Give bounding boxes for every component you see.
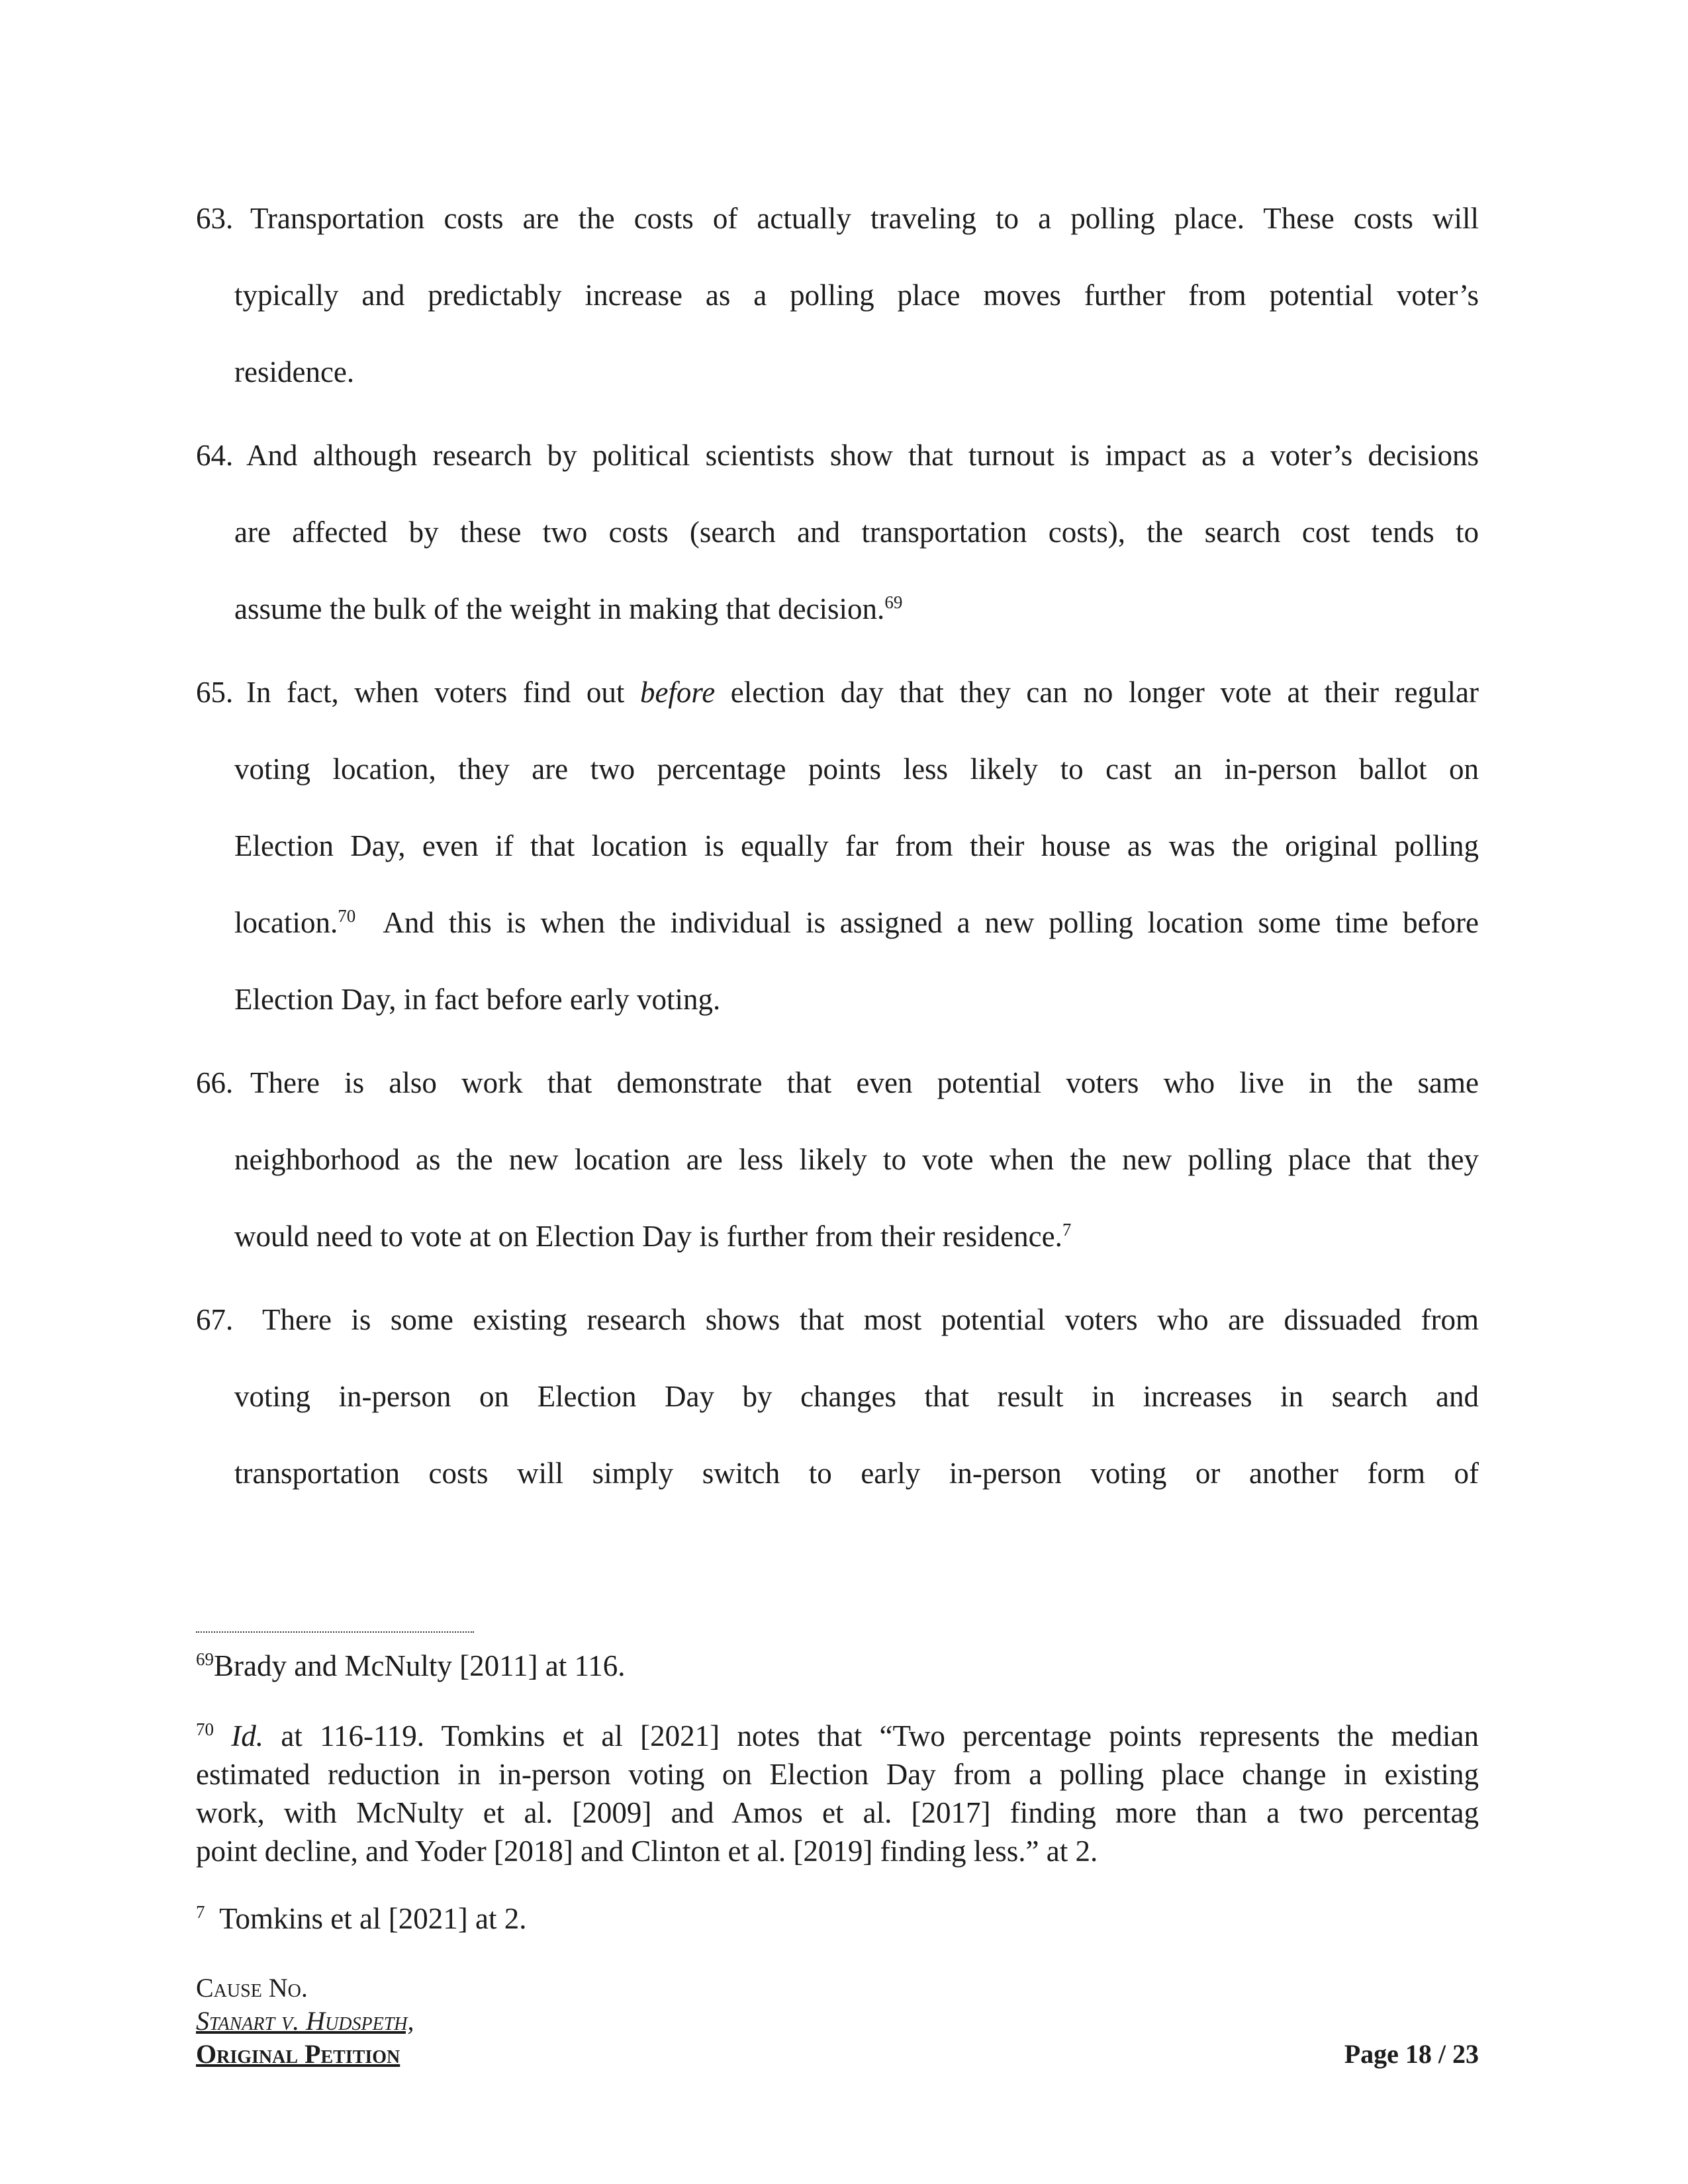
paragraph-line: voting location, they are two percentage points less likely to cast an in-person ballot on — [234, 752, 1479, 786]
footnote-ref-70[interactable]: 70 — [338, 906, 356, 926]
paragraph-line: There is some existing research shows that most potential voters who are dissuaded from — [262, 1303, 1479, 1336]
footnote-69 — [196, 1647, 1479, 1685]
paragraph-number: 65. — [196, 676, 234, 709]
paragraph-line: Election Day, even if that location is equally far from their house as was the original polling — [234, 829, 1479, 862]
paragraph-line — [234, 1216, 1479, 1256]
footnote-70 — [196, 1717, 1479, 1870]
line-text: election day that they can no longer vote at their regular — [715, 676, 1479, 709]
paragraph-number: 63. — [196, 202, 234, 235]
line-text: would need to vote at on Election Day is further from their residence. — [234, 1220, 1062, 1253]
footnote-line: point decline, and Yoder [2018] and Clinton et al. [2019] finding less.” at 2. — [196, 1835, 1098, 1868]
paragraph-line: There is also work that demonstrate that even potential voters who live in the same — [250, 1066, 1479, 1099]
footnote-7 — [196, 1899, 1479, 1938]
footnote-mark: 69 — [196, 1649, 214, 1669]
emphasis-before: before — [639, 676, 716, 709]
footnote-mark: 70 — [196, 1719, 214, 1739]
paragraph-line: residence. — [234, 355, 355, 388]
footnote-line: estimated reduction in in-person voting on Election Day from a polling place change in existing — [196, 1758, 1479, 1791]
page-number: Page 18 / 23 — [1344, 2039, 1479, 2069]
paragraph-line: Transportation costs are the costs of actually traveling to a polling place. These costs will — [250, 202, 1479, 235]
paragraph-line — [246, 672, 1479, 712]
line-text: location. — [234, 906, 338, 939]
line-text: And this is when the individual is assigned a new polling location some time before — [355, 906, 1479, 939]
paragraph-line: neighborhood as the new location are less likely to vote when the new polling place that they — [234, 1143, 1479, 1176]
paragraph-line — [234, 589, 1479, 629]
paragraph-line: voting in-person on Election Day by changes that result in increases in search and — [234, 1380, 1479, 1413]
paragraph-line: transportation costs will simply switch to early in-person voting or another form of — [234, 1457, 1479, 1490]
paragraph-number: 64. — [196, 439, 234, 472]
footnote-separator — [196, 1631, 474, 1633]
paragraph-line — [234, 903, 1479, 942]
footnote-ref-7[interactable]: 7 — [1062, 1220, 1072, 1240]
footnote-text: Tomkins et al [2021] at 2. — [205, 1902, 527, 1935]
line-text: In fact, when voters find out — [246, 676, 640, 709]
footnote-text: at 116-119. Tomkins et al [2021] notes that “Two percentage points represents the median — [263, 1719, 1479, 1752]
footnote-mark: 7 — [196, 1902, 205, 1922]
paragraph-line: are affected by these two costs (search and transportation costs), the search cost tends to — [234, 516, 1479, 549]
paragraph-number: 66. — [196, 1066, 234, 1099]
id-citation: Id. — [231, 1719, 264, 1752]
line-text: assume the bulk of the weight in making that decision. — [234, 592, 885, 625]
case-name: Stanart v. Hudspeth, — [196, 2006, 414, 2036]
paragraph-line: Election Day, in fact before early voting. — [234, 983, 721, 1016]
paragraph-line: typically and predictably increase as a polling place moves further from potential voter’s — [234, 279, 1479, 312]
footnote-ref-69[interactable]: 69 — [884, 592, 903, 612]
footnote-line: work, with McNulty et al. [2009] and Amos et al. [2017] finding more than a two percentag — [196, 1796, 1479, 1829]
paragraph-line: And although research by political scientists show that turnout is impact as a voter’s decisions — [246, 439, 1479, 472]
paragraph-number: 67. — [196, 1303, 234, 1336]
document-title: Original Petition — [196, 2039, 400, 2069]
cause-number: Cause No. — [196, 1973, 308, 2003]
footnote-text: Brady and McNulty [2011] at 116. — [214, 1649, 626, 1682]
